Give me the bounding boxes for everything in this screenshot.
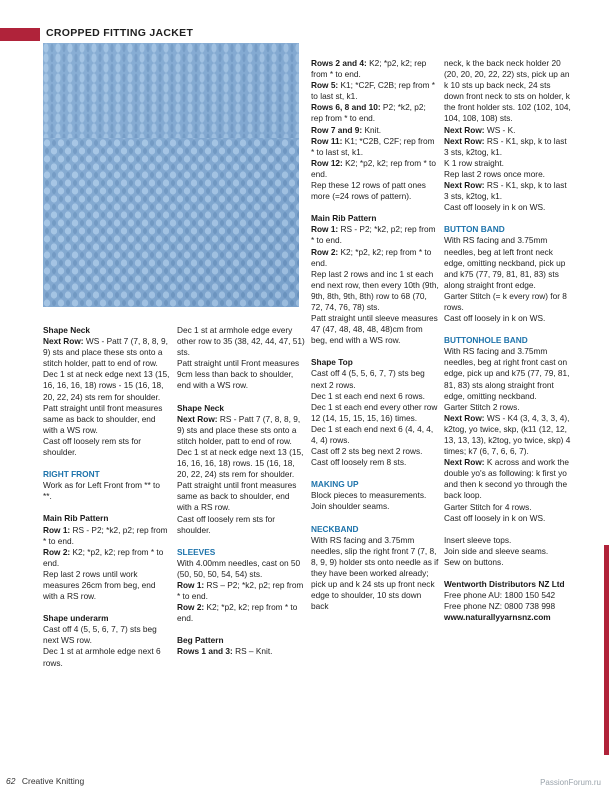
instruction-paragraph: Cast off loosely rem sts for shoulder. xyxy=(177,513,276,535)
instruction-paragraph: Join side and sleeve seams. xyxy=(444,545,549,556)
instruction-paragraph xyxy=(444,136,572,158)
page-edge-accent xyxy=(604,545,609,755)
watermark: PassionForum.ru xyxy=(540,778,601,787)
instruction-paragraph: Dec 1 st at armhole edge next 6 rows. xyxy=(43,646,161,668)
instruction-paragraph: Free phone AU: 1800 150 542 xyxy=(444,590,556,601)
paragraph-gap xyxy=(177,536,305,547)
row-instruction: RS - Patt 7 (7, 8, 8, 9, 9) sts and place these sts onto a stitch holder, patt to end of row. xyxy=(177,413,301,446)
instruction-paragraph: Garter Stitch for 4 rows. xyxy=(444,501,532,512)
instruction-paragraph xyxy=(177,414,305,447)
section-subheading: Shape Top xyxy=(311,357,353,368)
section-subheading: Main Rib Pattern xyxy=(311,213,377,224)
paragraph-gap xyxy=(177,392,305,403)
instruction-paragraph xyxy=(311,80,439,102)
instruction-paragraph: Garter Stitch 2 rows. xyxy=(444,401,520,412)
row-instruction: RS - K1, skp, k to last 3 sts, k2tog, k1. xyxy=(444,135,567,157)
section-subheading: Main Rib Pattern xyxy=(43,513,109,524)
paragraph-gap xyxy=(444,524,572,535)
instruction-paragraph: Cast off 4 (5, 5, 6, 7, 7) sts beg next 2 rows. xyxy=(311,368,425,390)
instruction-paragraph: With 4.00mm needles, cast on 50 (50, 50, 50, 54, 54) sts. xyxy=(177,557,301,579)
section-heading: BUTTON BAND xyxy=(444,224,505,235)
instruction-paragraph xyxy=(311,102,439,124)
section-heading: SLEEVES xyxy=(177,546,216,557)
row-instruction: K across and work the double yo's as following: k first yo and then k second yo through the back loop. xyxy=(444,457,569,501)
instruction-paragraph: Work as for Left Front from ** to **. xyxy=(43,480,160,502)
instruction-paragraph xyxy=(177,580,305,602)
section-subheading: Shape Neck xyxy=(43,325,91,335)
instruction-paragraph xyxy=(444,413,572,457)
instruction-paragraph xyxy=(444,457,572,501)
row-label: Rows 2 and 4: xyxy=(311,58,367,68)
instruction-paragraph: Dec 1 st each end next 6 (4, 4, 4, 4, 4) rows. xyxy=(311,423,434,445)
instruction-paragraph: Cast off loosely in k on WS. xyxy=(444,313,546,324)
row-label: Row 2: xyxy=(177,602,205,613)
section-heading: MAKING UP xyxy=(311,479,359,490)
row-instruction: RS – Knit. xyxy=(232,646,273,657)
row-label: Row 1: xyxy=(43,524,71,535)
instruction-paragraph: neck, k the back neck holder 20 (20, 20, 20, 22, 22) sts, pick up an k 10 sts up back neck, 24 sts down front neck to sts on holder, k the front holder sts. 102 (102, 104, 104, 108, 108) sts. xyxy=(444,58,571,124)
section-heading: BUTTONHOLE BAND xyxy=(444,335,528,346)
row-label: Row 11: xyxy=(311,135,343,146)
section-color-bar xyxy=(0,28,40,41)
instruction-paragraph: Join shoulder seams. xyxy=(311,501,390,512)
row-label: Next Row: xyxy=(444,180,485,191)
instruction-paragraph: Free phone NZ: 0800 738 998 xyxy=(444,601,556,612)
instruction-paragraph xyxy=(177,646,305,657)
paragraph-gap xyxy=(177,624,305,635)
instruction-paragraph xyxy=(177,602,305,624)
instruction-paragraph xyxy=(43,525,171,547)
row-instruction: RS - K1, skp, k to last 3 sts, k2tog, k1. xyxy=(444,180,567,202)
text-column-2 xyxy=(177,325,305,658)
text-column-1 xyxy=(43,325,171,669)
section-subheading: Wentworth Distributors NZ Ltd xyxy=(444,579,565,590)
paragraph-gap xyxy=(444,568,572,579)
row-instruction: RS - P2; *k2, p2; rep from * to end. xyxy=(43,524,168,546)
instruction-paragraph: With RS facing and 3.75mm needles, beg at right front cast on edge, pick up and k75 (77, 79, 81, 81, 83) sts along straight front edge, omitting neckband. xyxy=(444,346,570,401)
instruction-paragraph xyxy=(311,224,439,246)
row-label: Next Row: xyxy=(444,457,485,468)
instruction-paragraph: Rep last 2 rows and inc 1 st each end next row, then every 10th (9th, 9th, 8th, 9th, 8th) row to 68 (70, 72, 74, 76, 78) sts. xyxy=(311,268,439,312)
instruction-paragraph: Patt straight until Front measures 9cm less than back to shoulder, end with a WS row. xyxy=(177,358,300,391)
section-heading: RIGHT FRONT xyxy=(43,469,100,480)
instruction-paragraph: Block pieces to measurements. xyxy=(311,490,427,501)
instruction-paragraph: Rep last 2 rows until work measures 26cm from beg, end with a RS row. xyxy=(43,568,156,602)
magazine-name: Creative Knitting xyxy=(21,776,85,786)
paragraph-gap xyxy=(444,213,572,224)
instruction-paragraph: Cast off 2 sts beg next 2 rows. xyxy=(311,446,423,457)
section-heading: NECKBAND xyxy=(311,523,359,534)
section-subheading: Beg Pattern xyxy=(177,635,224,646)
instruction-paragraph xyxy=(311,158,439,180)
instruction-paragraph: Patt straight until front measures same as back to shoulder, end with a RS row. xyxy=(177,480,297,513)
row-instruction: WS - K4 (3, 4, 3, 3, 4), k2tog, yo twice, skp, (k11 (12, 12, 13, 13, 13), k2tog, yo twice, skp) 4 times; k7 (6, 7, 6, 6, 7). xyxy=(444,412,571,457)
row-label: Next Row: xyxy=(444,412,485,423)
row-label: Row 2: xyxy=(311,246,339,257)
paragraph-gap xyxy=(311,468,439,479)
row-label: Row 1: xyxy=(311,224,339,235)
row-instruction: K2; *p2, k2; rep from * to end. xyxy=(311,58,427,80)
paragraph-gap xyxy=(43,502,171,513)
instruction-paragraph xyxy=(43,336,171,369)
paragraph-gap xyxy=(444,324,572,335)
row-label: Next Row: xyxy=(444,135,485,146)
row-label: Next Row: xyxy=(43,336,84,347)
row-instruction: P2; *k2, p2; rep from * to end. xyxy=(311,102,426,124)
instruction-paragraph: With RS facing and 3.75mm needles, slip the right front 7 (7, 8, 8, 9, 9) holder sts onto needle as if they have been worked already; pick up and k 24 sts up front neck edge to shoulder, 10 sts down back xyxy=(311,534,439,612)
page-number: 62 xyxy=(6,776,16,786)
row-label: Rows 1 and 3: xyxy=(177,646,233,657)
knitted-fabric-photo xyxy=(43,43,299,307)
instruction-paragraph: Dec 1 st each end every other row 12 (14, 15, 15, 15, 16) times. xyxy=(311,401,438,423)
row-instruction: Knit. xyxy=(362,124,382,135)
section-subheading: Shape Neck xyxy=(177,402,225,413)
instruction-paragraph: Cast off loosely rem 8 sts. xyxy=(311,457,407,468)
row-instruction: WS - K. xyxy=(484,124,516,135)
instruction-paragraph xyxy=(43,547,171,569)
page-footer xyxy=(6,776,84,786)
row-instruction: K2; *p2, k2; rep from * to end. xyxy=(43,546,164,568)
instruction-paragraph: With RS facing and 3.75mm needles, beg at left front neck edge, omitting neckband, pick up and k75 (77, 79, 81, 81, 83) sts along straight front edge. xyxy=(444,235,566,290)
row-instruction: K1; *C2F, C2B; rep from * to last st, k1. xyxy=(311,80,436,102)
row-instruction: RS – P2; *k2, p2; rep from * to end. xyxy=(177,579,304,602)
instruction-paragraph xyxy=(311,58,439,80)
paragraph-gap xyxy=(311,202,439,213)
row-instruction: K2; *p2, k2; rep from * to end. xyxy=(311,157,436,179)
row-instruction: K1; *C2B, C2F; rep from * to last st, k1. xyxy=(311,135,435,157)
row-label: Next Row: xyxy=(177,413,218,424)
section-subheading: Shape underarm xyxy=(43,613,109,624)
row-label: Row 2: xyxy=(43,546,71,557)
row-instruction: WS - Patt 7 (7, 8, 8, 9, 9) sts and place these sts onto a stitch holder, patt to end of row. xyxy=(43,336,168,369)
instruction-paragraph: Dec 1 st at neck edge next 13 (15, 16, 16, 16, 18) rows. 15 (16, 18, 20, 22, 24) sts rem for shoulder. xyxy=(177,446,304,480)
text-column-3 xyxy=(311,58,439,612)
instruction-paragraph xyxy=(444,180,572,202)
text-column-4 xyxy=(444,58,572,623)
instruction-paragraph: Rep last 2 rows once more. xyxy=(444,168,545,179)
instruction-paragraph: Cast off loosely rem sts for shoulder. xyxy=(43,435,142,458)
row-instruction: RS - P2; *k2, p2; rep from * to end. xyxy=(311,224,436,246)
instruction-paragraph: Dec 1 st at armhole edge every other row to 35 (38, 42, 44, 47, 51) sts. xyxy=(177,325,305,358)
instruction-paragraph xyxy=(444,125,572,136)
row-label: Rows 6, 8 and 10: xyxy=(311,102,381,113)
row-label: Row 5: xyxy=(311,80,339,91)
pattern-title: CROPPED FITTING JACKET xyxy=(46,27,194,39)
instruction-paragraph xyxy=(311,247,439,269)
instruction-paragraph: Insert sleeve tops. xyxy=(444,534,512,545)
section-subheading: www.naturallyyarnsnz.com xyxy=(444,612,551,623)
instruction-paragraph: Dec 1 st at neck edge next 13 (15, 16, 16, 16, 18) rows - 15 (16, 18, 20, 22, 24) sts rem for shoulder. xyxy=(43,369,170,402)
instruction-paragraph: Cast off 4 (5, 5, 6, 7, 7) sts beg next WS row. xyxy=(43,624,157,646)
instruction-paragraph xyxy=(311,136,439,158)
row-instruction: K2; *p2, k2; rep from * to end. xyxy=(177,602,298,624)
instruction-paragraph: Cast off loosely in k on WS. xyxy=(444,512,546,523)
row-label: Row 1: xyxy=(177,579,205,590)
row-instruction: K2; *p2, k2; rep from * to end. xyxy=(311,246,432,268)
instruction-paragraph: Cast off loosely in k on WS. xyxy=(444,202,546,213)
row-label: Row 7 and 9: xyxy=(311,124,363,135)
paragraph-gap xyxy=(311,513,439,524)
instruction-paragraph xyxy=(311,125,439,136)
instruction-paragraph: Sew on buttons. xyxy=(444,556,504,567)
instruction-paragraph: Rep these 12 rows of patt ones more (=24 rows of pattern). xyxy=(311,180,426,202)
row-label: Next Row: xyxy=(444,124,485,135)
instruction-paragraph: Dec 1 st each end next 6 rows. xyxy=(311,390,425,401)
row-label: Row 12: xyxy=(311,157,343,168)
paragraph-gap xyxy=(43,458,171,469)
paragraph-gap xyxy=(43,602,171,613)
instruction-paragraph: Patt straight until front measures same as back to shoulder, end with a WS row. xyxy=(43,402,163,435)
instruction-paragraph: K 1 row straight. xyxy=(444,157,504,168)
instruction-paragraph: Patt straight until sleeve measures 47 (47, 48, 48, 48, 48)cm from beg, end with a WS row. xyxy=(311,313,438,346)
instruction-paragraph: Garter Stitch (= k every row) for 8 rows. xyxy=(444,290,567,312)
paragraph-gap xyxy=(311,346,439,357)
